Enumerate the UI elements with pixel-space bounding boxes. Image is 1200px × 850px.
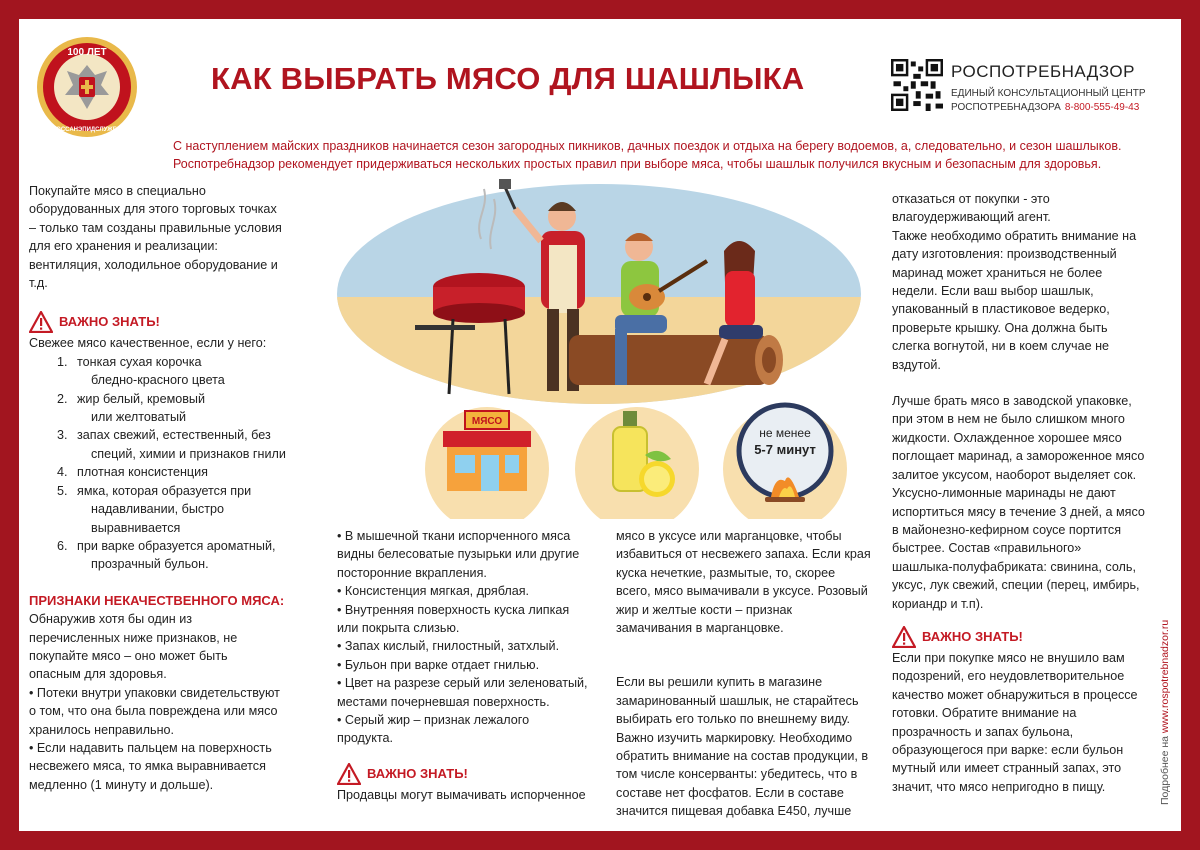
warning-label: ВАЖНО ЗНАТЬ! xyxy=(59,314,160,330)
emblem-bottom-text: ГОССАНЭПИДСЛУЖБА xyxy=(52,127,122,133)
center-line1: ЕДИНЫЙ КОНСУЛЬТАЦИОННЫЙ ЦЕНТР xyxy=(951,88,1146,99)
warning-triangle-icon xyxy=(337,763,361,785)
bbq-picnic-illustration xyxy=(319,179,899,519)
list-text-line: ямка, которая образуется при xyxy=(77,483,252,498)
text-line: значится пищевая добавка Е450, лучше xyxy=(616,804,852,819)
text-line: • Запах кислый, гнилостный, затхлый. xyxy=(337,639,560,654)
text-line: прозрачность и запах бульона, xyxy=(892,724,1074,739)
text-line: всего, мясо вымачивали в уксусе. Розовый xyxy=(616,584,868,599)
list-item xyxy=(57,537,329,574)
important-warning xyxy=(337,762,609,786)
text-line: испортиться мясу в течение 3 дней, а мясо xyxy=(892,504,1145,519)
poster xyxy=(19,19,1181,831)
text-line: для его хранения и реализации: xyxy=(29,239,218,254)
intro-text xyxy=(173,137,1173,173)
spoiled-signs-list xyxy=(337,527,609,748)
bad-meat-heading: ПРИЗНАКИ НЕКАЧЕСТВЕННОГО МЯСА: xyxy=(29,592,285,608)
list-text-line: прозрачный бульон. xyxy=(91,557,209,572)
text-line: • Внутренняя поверхность куска липкая xyxy=(337,602,570,617)
list-text-line: надавливании, быстро xyxy=(91,502,225,517)
list-number: 3. xyxy=(57,428,68,443)
text-line: Если вы решили купить в магазине xyxy=(616,675,823,690)
list-text xyxy=(77,463,329,481)
list-text-line: выравнивается xyxy=(91,520,181,535)
list-text-line: тонкая сухая корочка xyxy=(77,354,202,369)
fresh-meat-intro: Свежее мясо качественное, если у него: xyxy=(29,336,267,351)
website-link[interactable]: www.rospotrebnadzor.ru xyxy=(1159,619,1171,734)
text-line: поглощает маринад, а замороженное мясо xyxy=(892,449,1145,464)
soaking-signs xyxy=(616,527,888,637)
warning-triangle-icon xyxy=(892,626,916,648)
text-line: жир и желтые кости – признак xyxy=(616,602,793,617)
intro-line: Роспотребнадзор рекомендует придерживаться нескольких простых правил при выборе мяса, чтобы шашлык получился вкусным и безопасным для здоровья. xyxy=(173,157,1102,171)
shop-sign-text: МЯСО xyxy=(471,416,503,427)
list-number: 1. xyxy=(57,354,68,369)
text-line: слегка вогнутой, ни в коем случае не xyxy=(892,339,1110,354)
text-line: проверьте крышку. Она должна быть xyxy=(892,320,1108,335)
text-line: несвежего мяса, то ямка выравнивается xyxy=(29,759,266,774)
text-line: • Потеки внутри упаковки свидетельствуют xyxy=(29,685,280,700)
lemon-oil-circle xyxy=(575,407,699,519)
shop-circle xyxy=(425,407,549,519)
list-text xyxy=(77,390,329,427)
text-line: быстрее. Состав «правильного» xyxy=(892,541,1082,556)
broth-advice xyxy=(892,649,1150,796)
text-line: Лучше брать мясо в заводской упаковке, xyxy=(892,394,1132,409)
text-line: готовки. Обратите внимание на xyxy=(892,706,1077,721)
org-name: РОСПОТРЕБНАДЗОР xyxy=(951,62,1135,81)
sellers-soak-text: Продавцы могут вымачивать испорченное xyxy=(337,787,586,802)
list-text-line: бледно-красного цвета xyxy=(91,373,225,388)
list-text-line: запах свежий, естественный, без xyxy=(77,428,271,443)
text-line: шашлыка-полуфабриката: свинина, соль, xyxy=(892,559,1136,574)
text-line: т.д. xyxy=(29,276,48,291)
qr-code-icon[interactable] xyxy=(891,59,943,111)
list-number: 6. xyxy=(57,538,68,553)
column-3 xyxy=(616,527,888,821)
column-4 xyxy=(892,190,1150,796)
text-line: в майонезно-кефирном соусе портится xyxy=(892,522,1122,537)
list-item xyxy=(57,353,329,390)
marinated-kebab-advice xyxy=(616,673,888,820)
important-warning xyxy=(29,310,329,334)
text-line: обратить внимание на состав продукции, в xyxy=(616,749,869,764)
list-text xyxy=(77,537,329,574)
text-line: замачивания в марганцовке. xyxy=(616,621,784,636)
packaging-advice xyxy=(892,392,1150,613)
text-line: отказаться от покупки - это xyxy=(892,192,1050,206)
list-text-line: жир белый, кремовый xyxy=(77,391,206,406)
text-line: выбирать его только по внешнему виду. xyxy=(616,712,851,727)
text-line: Покупайте мясо в специально xyxy=(29,184,206,198)
text-line: маринад может храниться не более xyxy=(892,265,1103,280)
warning-triangle-icon xyxy=(29,311,53,333)
text-line: • Бульон при варке отдает гнилью. xyxy=(337,657,540,672)
warning-label: ВАЖНО ЗНАТЬ! xyxy=(367,765,468,781)
list-number: 2. xyxy=(57,391,68,406)
list-number: 4. xyxy=(57,465,68,480)
center-line2-row xyxy=(951,102,1139,113)
hotline-phone[interactable]: 8-800-555-49-43 xyxy=(1064,102,1140,113)
text-line: мясо в уксусе или марганцовке, чтобы xyxy=(616,529,842,543)
center-line2: РОСПОТРЕБНАДЗОРА xyxy=(951,102,1061,113)
text-line: образующегося при варке: если бульон xyxy=(892,742,1124,757)
text-line: • В мышечной ткани испорченного мяса xyxy=(337,529,571,543)
text-line: видны белесоватые пузырьки или другие xyxy=(337,547,580,562)
text-line: или покрыта слизью. xyxy=(337,621,460,636)
important-warning xyxy=(892,625,1150,649)
warning-label: ВАЖНО ЗНАТЬ! xyxy=(922,628,1023,644)
text-line: опасным для здоровья. xyxy=(29,667,167,682)
label-advice xyxy=(892,190,1150,374)
list-text xyxy=(77,353,329,390)
text-line: влагоудерживающий агент. xyxy=(892,210,1051,225)
text-line: • Консистенция мягкая, дряблая. xyxy=(337,584,530,599)
text-line: подозрений, его неудовлетворительное xyxy=(892,669,1125,684)
emblem-top-text: 100 ЛЕТ xyxy=(67,47,107,58)
list-text xyxy=(77,482,329,537)
text-line: вздутой. xyxy=(892,357,941,372)
text-line: посторонние вкрапления. xyxy=(337,565,487,580)
column-1 xyxy=(29,182,329,794)
text-line: вентиляция, холодильное оборудование и xyxy=(29,257,278,272)
text-line: избавиться от несвежего запаха. Если края xyxy=(616,547,871,562)
list-text-line: при варке образуется ароматный, xyxy=(77,538,276,553)
text-line: Также необходимо обратить внимание на xyxy=(892,228,1137,243)
list-item xyxy=(57,463,329,481)
list-item xyxy=(57,426,329,463)
text-line: хранилось неправильно. xyxy=(29,722,175,737)
text-line: залитое уксусом, наоборот выделяет сок. xyxy=(892,467,1137,482)
text-line: покупайте мясо – оно может быть xyxy=(29,648,228,663)
timer-line2: 5-7 минут xyxy=(754,442,816,457)
bad-meat-text xyxy=(29,610,329,794)
text-line: жидкости. Охлажденное хорошее мясо xyxy=(892,430,1122,445)
text-line: том числе консерванты: убедитесь, что в xyxy=(616,767,858,782)
emblem-100-years-logo xyxy=(35,35,139,139)
text-line: оборудованных для этого торговых точках xyxy=(29,202,277,217)
text-line: Важно изучить маркировку. Необходимо xyxy=(616,730,853,745)
text-line: куска нечеткие, размытые, то, скорее xyxy=(616,565,836,580)
text-line: недели. Если ваш выбор шашлык, xyxy=(892,284,1094,299)
text-line: при этом в нем не было слишком много xyxy=(892,412,1125,427)
footer-source xyxy=(1159,620,1171,805)
column-2 xyxy=(337,527,609,804)
fresh-meat-list xyxy=(29,353,329,574)
text-line: продукта. xyxy=(337,731,393,746)
text-line: упакованный в пластиковое ведерко, xyxy=(892,302,1110,317)
text-line: – только там созданы правильные условия xyxy=(29,220,282,235)
text-line: уксус, лук свежий, специи (перец, имбирь, xyxy=(892,578,1140,593)
list-text xyxy=(77,426,329,463)
text-line: качество может обнаружиться в процессе xyxy=(892,687,1138,702)
timer-line1: не менее xyxy=(759,426,811,440)
log-bench-icon xyxy=(569,335,783,385)
text-line: • Серый жир – признак лежалого xyxy=(337,713,530,728)
text-line: дату изготовления: производственный xyxy=(892,247,1117,262)
rospotrebnadzor-block xyxy=(891,59,1151,119)
text-line: • Если надавить пальцем на поверхность xyxy=(29,740,272,755)
text-line: о том, что она была повреждена или мясо xyxy=(29,704,278,719)
intro-line: С наступлением майских праздников начинается сезон загородных пикников, дачных поездок и отдыха на берегу водоемов, а, следовательно, и сезон шашлыков. xyxy=(173,139,1122,153)
list-text-line: или желтоватый xyxy=(91,410,187,425)
text-line: медленно (1 минуту и дольше). xyxy=(29,777,214,792)
text-line: • Цвет на разрезе серый или зеленоватый, xyxy=(337,676,588,691)
list-item xyxy=(57,482,329,537)
text-line: мутный или имеет странный запах, это xyxy=(892,761,1122,776)
text-line: Если при покупке мясо не внушило вам xyxy=(892,650,1125,665)
text-line: составе нет фосфатов. Если в составе xyxy=(616,785,844,800)
text-line: кориандр и т.п). xyxy=(892,596,984,611)
text-line: Обнаружив хотя бы один из xyxy=(29,612,193,627)
list-item xyxy=(57,390,329,427)
timer-circle xyxy=(723,405,847,519)
text-line: замаринованный шашлык, не старайтесь xyxy=(616,693,859,708)
more-info-label: Подробнее на xyxy=(1159,735,1171,805)
list-number: 5. xyxy=(57,483,68,498)
page-title: КАК ВЫБРАТЬ МЯСО ДЛЯ ШАШЛЫКА xyxy=(211,61,805,96)
text-line: перечисленных ниже признаков, не xyxy=(29,630,238,645)
text-line: местами почерневшая поверхность. xyxy=(337,694,550,709)
shop-advice xyxy=(29,182,329,292)
text-line: значит, что мясо непригодно в пищу. xyxy=(892,779,1106,794)
list-text-line: специй, химии и признаков гнили xyxy=(91,446,286,461)
text-line: Уксусно-лимонные маринады не дают xyxy=(892,486,1116,501)
list-text-line: плотная консистенция xyxy=(77,465,208,480)
